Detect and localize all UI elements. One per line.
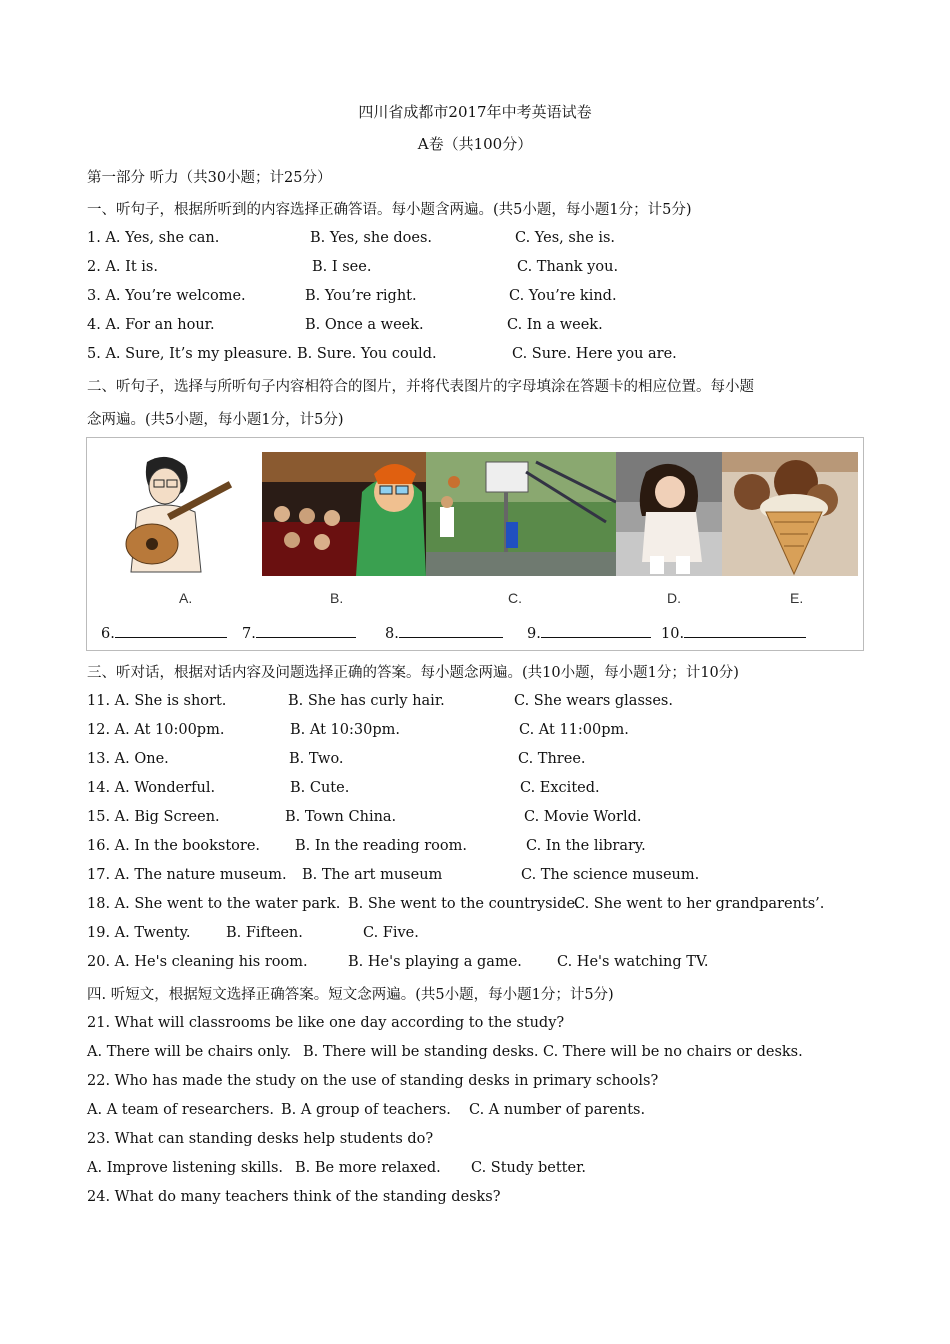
answer-line bbox=[684, 625, 806, 638]
q4-option-a: 4. A. For an hour. bbox=[87, 317, 215, 333]
q21-question: 21. What will classrooms be like one day according to the study? bbox=[87, 1015, 565, 1031]
q3-option-b: B. You’re right. bbox=[305, 288, 417, 304]
q11-option-c: C. She wears glasses. bbox=[514, 693, 673, 709]
answer-blank-6 bbox=[101, 625, 227, 642]
q3-option-a: 3. A. You’re welcome. bbox=[87, 288, 246, 304]
q23-option-b: B. Be more relaxed. bbox=[295, 1160, 441, 1176]
picture-label-a: A. bbox=[179, 590, 193, 606]
q12-option-a: 12. A. At 10:00pm. bbox=[87, 722, 225, 738]
section2-instruction-line1: 二、听句子，选择与所听句子内容相符合的图片，并将代表图片的字母填涂在答题卡的相应位置。每小题 bbox=[87, 379, 754, 395]
q20-option-c: C. He's watching TV. bbox=[557, 954, 709, 970]
picture-cinema bbox=[262, 452, 426, 576]
picture-girl bbox=[616, 452, 722, 576]
q22-question: 22. Who has made the study on the use of standing desks in primary schools? bbox=[87, 1073, 659, 1089]
q11-option-a: 11. A. She is short. bbox=[87, 693, 227, 709]
picture-label-c: C. bbox=[508, 590, 522, 606]
q19-option-a: 19. A. Twenty. bbox=[87, 925, 191, 941]
answer-number-6: 6. bbox=[101, 626, 115, 642]
q16-option-c: C. In the library. bbox=[526, 838, 646, 854]
q22-option-a: A. A team of researchers. bbox=[87, 1102, 275, 1118]
q20-option-b: B. He's playing a game. bbox=[348, 954, 522, 970]
picture-ice-cream bbox=[722, 452, 858, 576]
q2-option-c: C. Thank you. bbox=[517, 259, 619, 275]
q14-option-a: 14. A. Wonderful. bbox=[87, 780, 216, 796]
q12-option-c: C. At 11:00pm. bbox=[519, 722, 629, 738]
q19-option-c: C. Five. bbox=[363, 925, 419, 941]
exam-title: 四川省成都市2017年中考英语试卷 bbox=[358, 103, 592, 121]
answer-number-10: 10. bbox=[661, 626, 685, 642]
q18-option-b: B. She went to the countryside. bbox=[348, 896, 580, 912]
picture-label-b: B. bbox=[330, 590, 344, 606]
q19-option-b: B. Fifteen. bbox=[226, 925, 303, 941]
picture-basketball bbox=[426, 452, 616, 576]
picture-strip bbox=[86, 437, 864, 651]
q17-option-c: C. The science museum. bbox=[521, 867, 700, 883]
q21-option-a: A. There will be chairs only. bbox=[87, 1044, 292, 1060]
q12-option-b: B. At 10:30pm. bbox=[290, 722, 400, 738]
q23-option-c: C. Study better. bbox=[471, 1160, 587, 1176]
q15-option-a: 15. A. Big Screen. bbox=[87, 809, 220, 825]
answer-number-9: 9. bbox=[527, 626, 541, 642]
answer-number-7: 7. bbox=[242, 626, 256, 642]
q17-option-a: 17. A. The nature museum. bbox=[87, 867, 287, 883]
q1-option-c: C. Yes, she is. bbox=[515, 230, 616, 246]
answer-line bbox=[256, 625, 356, 638]
q14-option-c: C. Excited. bbox=[520, 780, 600, 796]
q23-question: 23. What can standing desks help students do? bbox=[87, 1131, 434, 1147]
answer-blank-10 bbox=[661, 625, 806, 642]
q21-option-c: C. There will be no chairs or desks. bbox=[543, 1044, 803, 1060]
q23-option-a: A. Improve listening skills. bbox=[87, 1160, 284, 1176]
q20-option-a: 20. A. He's cleaning his room. bbox=[87, 954, 308, 970]
q13-option-b: B. Two. bbox=[289, 751, 344, 767]
answer-line bbox=[115, 625, 227, 638]
q22-option-b: B. A group of teachers. bbox=[281, 1102, 451, 1118]
answer-number-8: 8. bbox=[385, 626, 399, 642]
q16-option-b: B. In the reading room. bbox=[295, 838, 467, 854]
section1-instruction: 一、听句子，根据所听到的内容选择正确答语。每小题含两遍。(共5小题，每小题1分；计5分) bbox=[87, 202, 692, 218]
q24-question: 24. What do many teachers think of the standing desks? bbox=[87, 1189, 501, 1205]
q13-option-a: 13. A. One. bbox=[87, 751, 169, 767]
q2-option-a: 2. A. It is. bbox=[87, 259, 158, 275]
q13-option-c: C. Three. bbox=[518, 751, 586, 767]
q11-option-b: B. She has curly hair. bbox=[288, 693, 445, 709]
q4-option-b: B. Once a week. bbox=[305, 317, 424, 333]
q18-option-c: C. She went to her grandparents’. bbox=[574, 896, 825, 912]
part-heading: 第一部分 听力（共30小题；计25分） bbox=[87, 170, 332, 186]
section4-instruction: 四. 听短文，根据短文选择正确答案。短文念两遍。(共5小题，每小题1分；计5分) bbox=[87, 987, 614, 1003]
answer-blank-7 bbox=[242, 625, 356, 642]
answer-blank-9 bbox=[527, 625, 651, 642]
q5-option-a: 5. A. Sure, It’s my pleasure. bbox=[87, 346, 292, 362]
q15-option-b: B. Town China. bbox=[285, 809, 397, 825]
q17-option-b: B. The art museum bbox=[302, 867, 443, 883]
q4-option-c: C. In a week. bbox=[507, 317, 603, 333]
q3-option-c: C. You’re kind. bbox=[509, 288, 617, 304]
q16-option-a: 16. A. In the bookstore. bbox=[87, 838, 261, 854]
picture-guitar-boy bbox=[107, 452, 247, 576]
q15-option-c: C. Movie World. bbox=[524, 809, 642, 825]
answer-line bbox=[541, 625, 651, 638]
q18-option-a: 18. A. She went to the water park. bbox=[87, 896, 341, 912]
q1-option-a: 1. A. Yes, she can. bbox=[87, 230, 220, 246]
q5-option-c: C. Sure. Here you are. bbox=[512, 346, 677, 362]
answer-line bbox=[399, 625, 503, 638]
q22-option-c: C. A number of parents. bbox=[469, 1102, 646, 1118]
exam-subtitle: A卷（共100分） bbox=[417, 135, 533, 153]
picture-label-e: E. bbox=[790, 590, 804, 606]
section3-instruction: 三、听对话，根据对话内容及问题选择正确的答案。每小题念两遍。(共10小题，每小题1分；计10分) bbox=[87, 665, 739, 681]
q1-option-b: B. Yes, she does. bbox=[310, 230, 433, 246]
q21-option-b: B. There will be standing desks. bbox=[303, 1044, 539, 1060]
section2-instruction-line2: 念两遍。(共5小题，每小题1分，计5分) bbox=[87, 412, 344, 428]
q14-option-b: B. Cute. bbox=[290, 780, 350, 796]
answer-blank-8 bbox=[385, 625, 503, 642]
q2-option-b: B. I see. bbox=[312, 259, 372, 275]
picture-label-d: D. bbox=[667, 590, 681, 606]
q5-option-b: B. Sure. You could. bbox=[297, 346, 437, 362]
